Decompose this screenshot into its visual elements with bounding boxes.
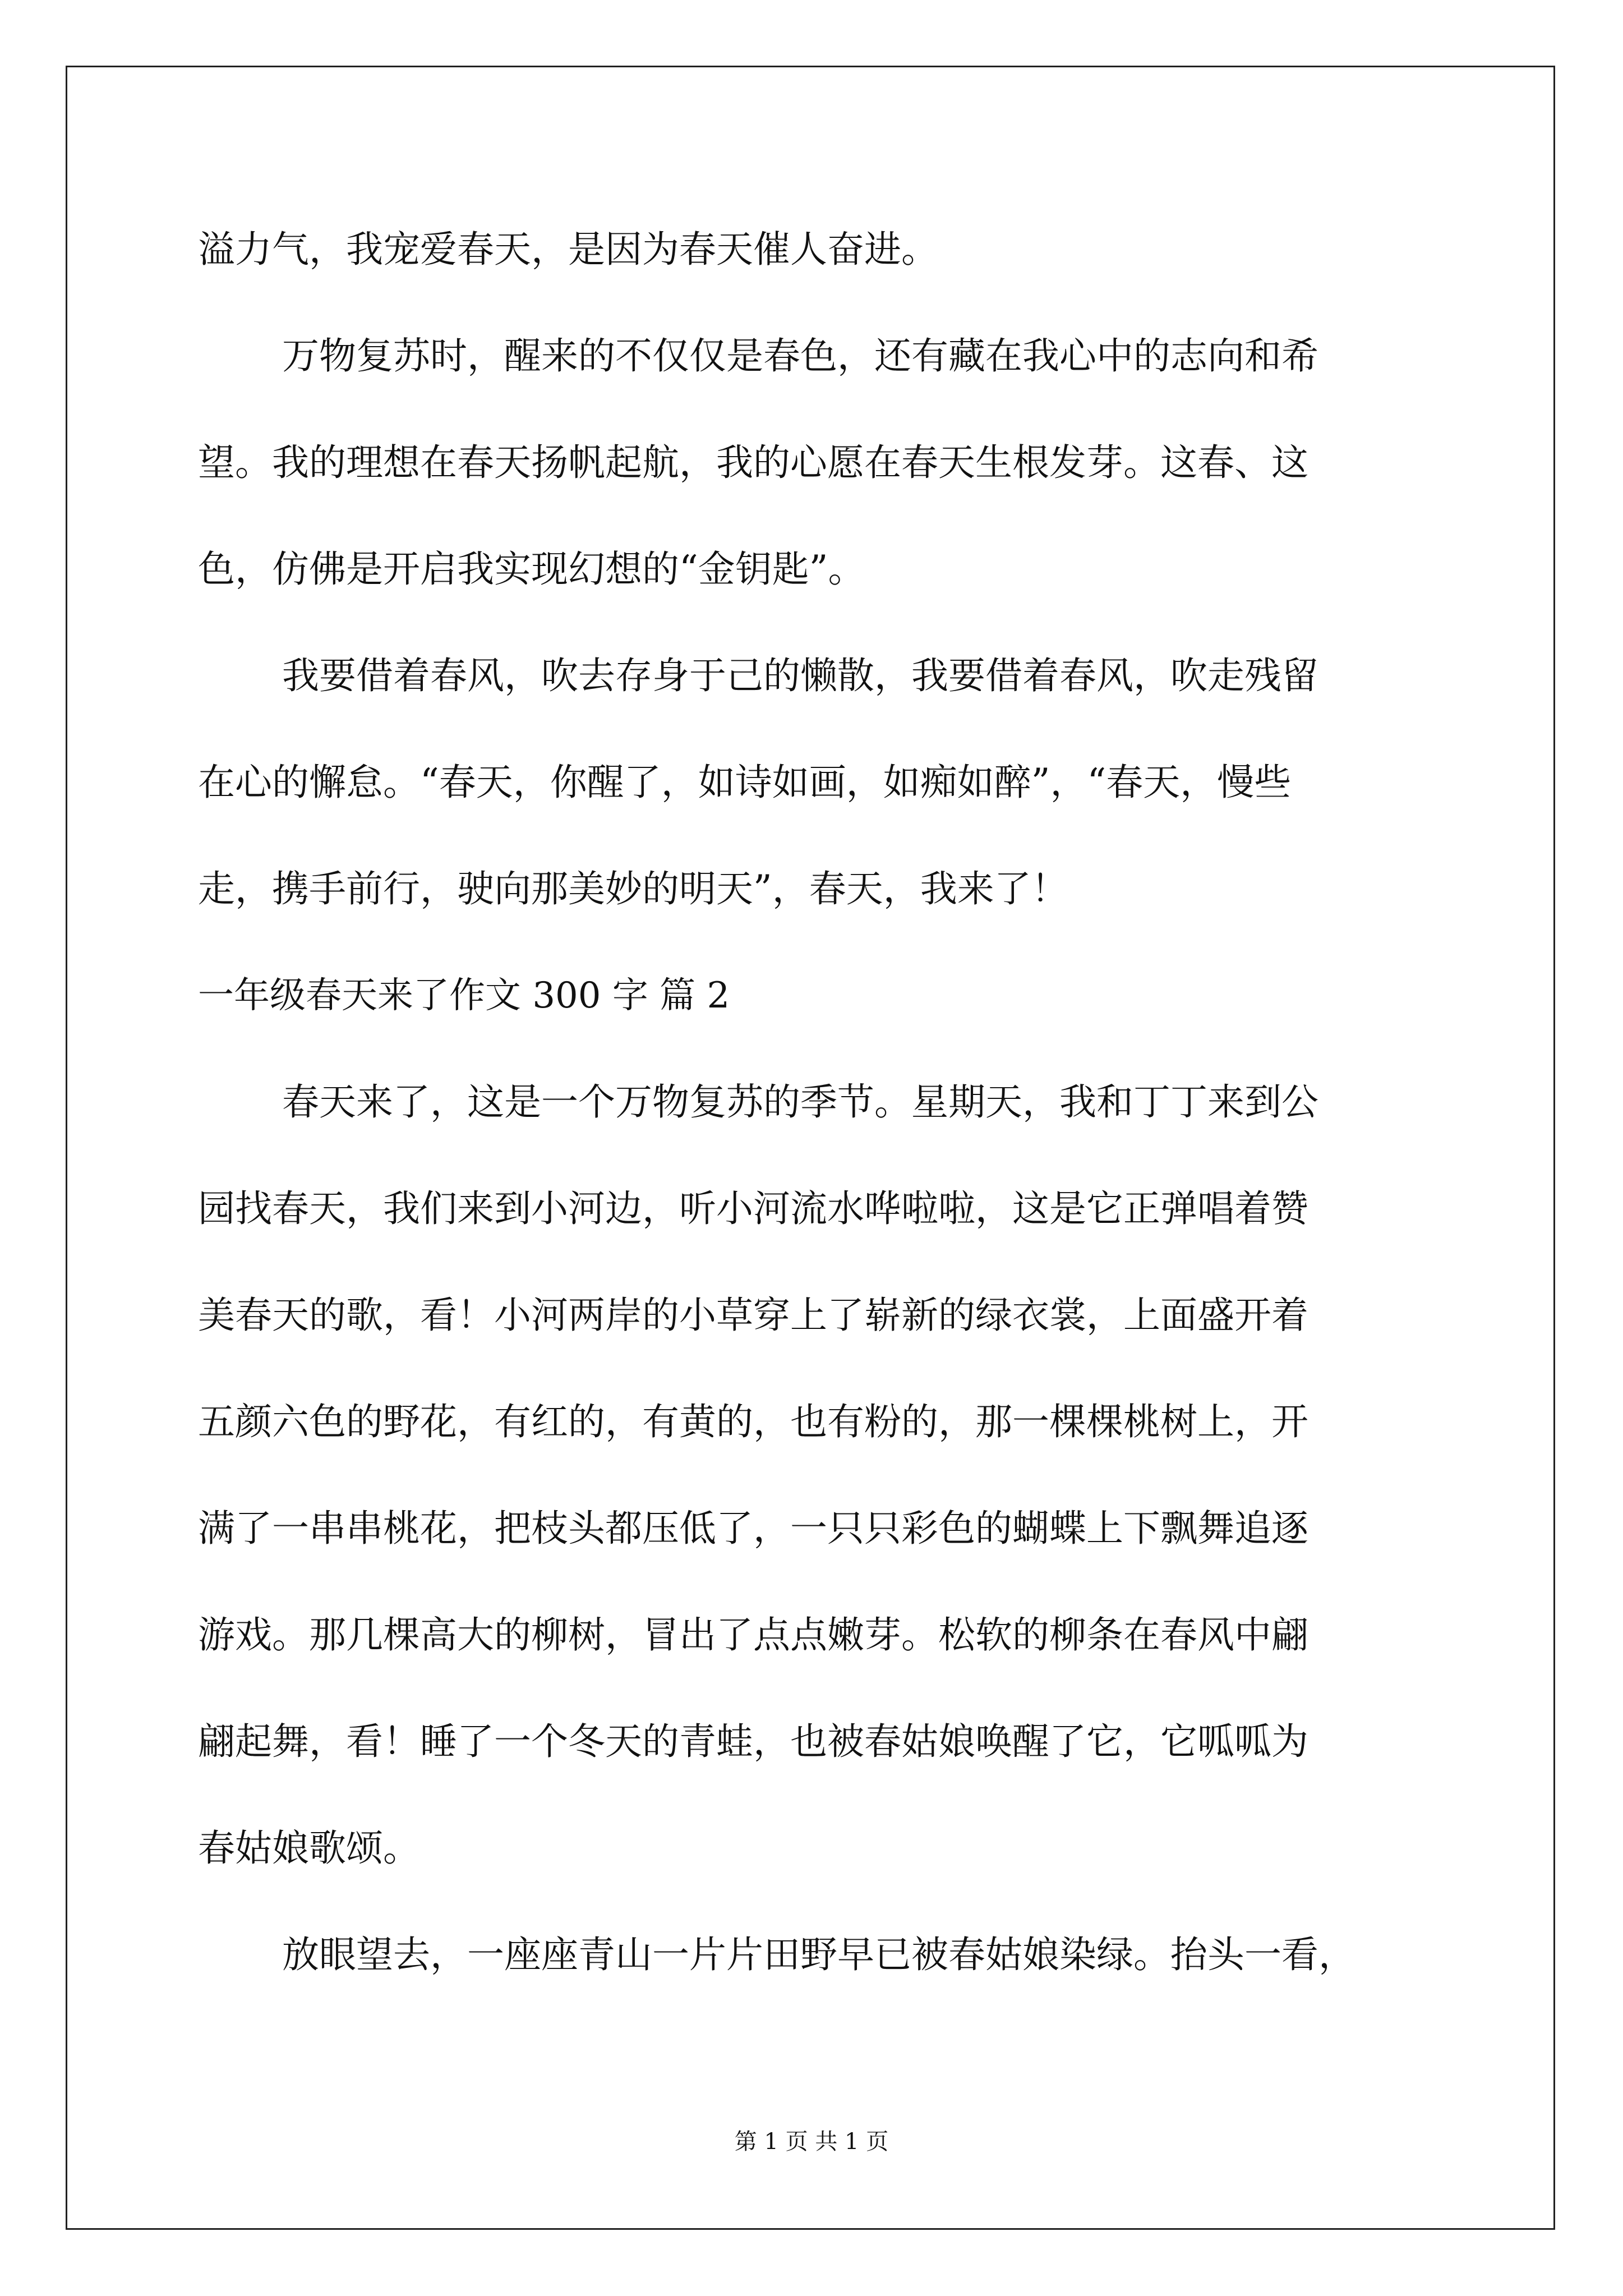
text-line: 园找春天，我们来到小河边，听小河流水哗啦啦，这是它正弹唱着赞 [198,1187,1308,1230]
text-line: 我要借着春风，吹去存身于己的懒散，我要借着春风，吹走残留 [282,654,1318,697]
text-line: 走，携手前行，驶向那美妙的明天”，春天，我来了！ [198,867,1068,910]
page-footer: 第 1 页 共 1 页 [734,2129,889,2155]
text-line: 游戏。那几棵高大的柳树，冒出了点点嫩芽。松软的柳条在春风中翩 [198,1613,1308,1657]
text-line: 放眼望去，一座座青山一片片田野早已被春姑娘染绿。抬头一看， [282,1933,1355,1976]
section-heading: 一年级春天来了作文 300 字 篇 2 [198,975,730,1016]
text-line: 春天来了，这是一个万物复苏的季节。星期天，我和丁丁来到公 [282,1080,1318,1124]
text-line: 五颜六色的野花，有红的，有黄的，也有粉的，那一棵棵桃树上，开 [198,1400,1308,1443]
text-line: 翩起舞，看！睡了一个冬天的青蛙，也被春姑娘唤醒了它，它呱呱为 [198,1720,1308,1763]
text-line: 满了一串串桃花，把枝头都压低了，一只只彩色的蝴蝶上下飘舞追逐 [198,1507,1308,1550]
text-line: 春姑娘歌颂。 [198,1826,420,1870]
text-line: 万物复苏时，醒来的不仅仅是春色，还有藏在我心中的志向和希 [282,334,1318,378]
text-line: 溢力气，我宠爱春天，是因为春天催人奋进。 [198,228,938,271]
text-line: 望。我的理想在春天扬帆起航，我的心愿在春天生根发芽。这春、这 [198,441,1308,484]
text-line: 在心的懈怠。“春天，你醒了，如诗如画，如痴如醉”，“春天，慢些 [198,761,1292,804]
text-line: 美春天的歌，看！小河两岸的小草穿上了崭新的绿衣裳，上面盛开着 [198,1294,1308,1337]
text-line: 色，仿佛是开启我实现幻想的“金钥匙”。 [198,547,865,591]
document-body [198,196,1443,2008]
